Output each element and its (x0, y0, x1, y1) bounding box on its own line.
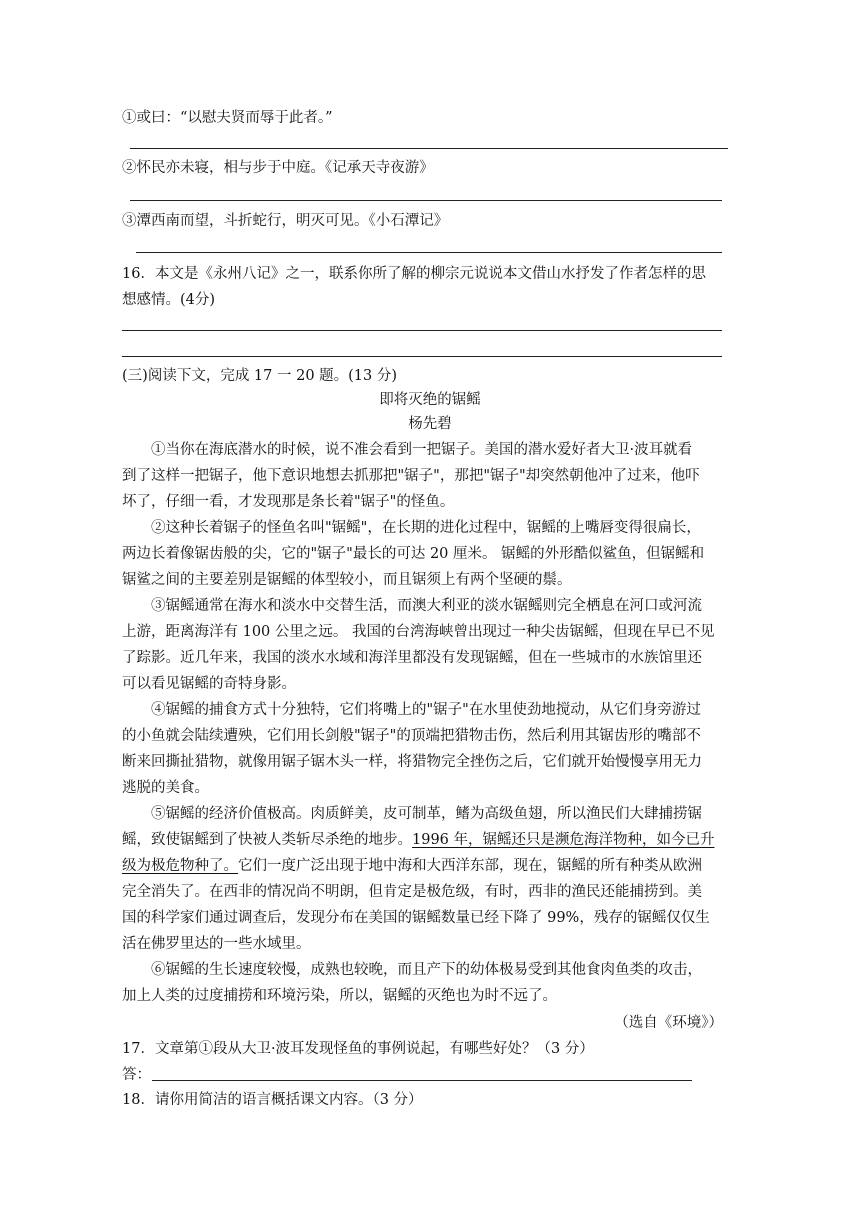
q17-text: 17．文章第①段从大卫·波耳发现怪鱼的事例说起，有哪些好处？（3 分） (122, 1041, 594, 1057)
paragraph-5-line: 完全消失了。在西非的情况尚不明朗，但肯定是极危级，有时，西非的渔民还能捕捞到。美 (122, 884, 702, 900)
paragraph-5-text: 鳐，致使锯鳐到了快被人类斩尽杀绝的地步。 (122, 832, 412, 848)
paragraph-3-line: 了踪影。近几年来，我国的淡水水域和海洋里都没有发现锯鳐，但在一些城市的水族馆里还 (122, 650, 702, 666)
paragraph-4-line: 的小鱼就会陆续遭殃，它们用长剑般"锯子"的顶端把猎物击伤，然后利用其锯齿形的嘴部不 (122, 728, 701, 744)
paragraph-4-line: ④锯鳐的捕食方式十分独特，它们将嘴上的"锯子"在水里使劲地搅动，从它们身旁游过 (151, 702, 701, 718)
paragraph-1-line: 坏了，仔细一看，才发现那是条长着"锯子"的怪鱼。 (122, 494, 455, 510)
paragraph-6-line: 加上人类的过度捕捞和环境污染，所以，锯鳐的灭绝也为时不远了。 (122, 988, 557, 1004)
answer-line (152, 1080, 692, 1081)
q15-item-3: ③潭西南而望，斗折蛇行，明灭可见。《小石潭记》 (122, 213, 449, 229)
answer-line (122, 330, 722, 331)
paragraph-5-text: 它们一度广泛出现于地中海和大西洋东部，现在，锯鳐的所有种类从欧洲 (238, 858, 702, 874)
q15-item-1: ①或曰：“以慰夫贤而辱于此者。” (122, 110, 333, 126)
paragraph-5-line (122, 856, 702, 876)
paragraph-5-line (122, 830, 715, 850)
q15-item-2: ②怀民亦未寝，相与步于中庭。《记承天寺夜游》 (122, 160, 434, 176)
paragraph-6-line: ⑥锯鳐的生长速度较慢，成熟也较晚，而且产下的幼体极易受到其他食肉鱼类的攻击， (151, 962, 702, 978)
paragraph-2-line: ②这种长着锯子的怪鱼名叫"锯鳐"，在长期的进化过程中，锯鳐的上嘴唇变得很扁长， (151, 520, 701, 536)
answer-line (136, 252, 722, 253)
section-heading: (三)阅读下文，完成 17 一 20 题。(13 分) (122, 368, 398, 384)
paragraph-2-line: 锯鲨之间的主要差别是锯鳐的体型较小，而且锯须上有两个坚硬的鬃。 (122, 572, 572, 588)
paragraph-4-line: 逃脱的美食。 (122, 780, 209, 796)
q18-text: 18．请你用简洁的语言概括课文内容。（3 分） (122, 1092, 423, 1108)
paragraph-3-line: ③锯鳐通常在海水和淡水中交替生活，而澳大利亚的淡水锯鳐则完全栖息在河口或河流 (151, 598, 702, 614)
paragraph-4-line: 断来回撕扯猎物，就像用锯子锯木头一样，将猎物完全挫伤之后，它们就开始慢慢享用无力 (122, 754, 702, 770)
paragraph-2-line: 两边长着像锯齿般的尖，它的"锯子"最长的可达 20 厘米。 锯鳐的外形酷似鲨鱼，但锯鳐和 (122, 546, 705, 562)
paragraph-3-line: 上游，距离海洋有 100 公里之远。 我国的台湾海峡曾出现过一种尖齿锯鳐，但现在早已不见 (122, 624, 715, 640)
underlined-sentence: 1996 年，锯鳐还只是濒危海洋物种，如今已升 (412, 832, 715, 848)
q17-answer-label: 答： (122, 1067, 151, 1083)
paragraph-5-line: ⑤锯鳐的经济价值极高。肉质鲜美，皮可制革，鳍为高级鱼翅，所以渔民们大肆捕捞锯 (151, 806, 702, 822)
paragraph-5-line: 国的科学家们通过调查后，发现分布在美国的锯鳐数量已经下降了 99%，残存的锯鳐仅仅生 (122, 910, 710, 926)
paragraph-1-line: 到了这样一把锯子，他下意识地想去抓那把"锯子"，那把"锯子"却突然朝他冲了过来，他吓 (122, 468, 700, 484)
answer-line (130, 200, 722, 201)
paragraph-1-line: ①当你在海底潜水的时候，说不准会看到一把锯子。美国的潜水爱好者大卫·波耳就看 (151, 442, 693, 458)
q16-line-1: 16．本文是《永州八记》之一，联系你所了解的柳宗元说说本文借山水抒发了作者怎样的思 (122, 266, 706, 282)
underlined-sentence: 级为极危物种了。 (122, 858, 238, 874)
article-source: （选自《环境》） (614, 1015, 723, 1031)
q16-line-2: 想感情。(4分) (122, 292, 216, 308)
answer-line (122, 356, 722, 357)
answer-line (130, 148, 728, 149)
paragraph-3-line: 可以看见锯鳐的奇特身影。 (122, 676, 296, 692)
paragraph-5-line: 活在佛罗里达的一些水域里。 (122, 936, 311, 952)
article-author: 杨先碧 (408, 416, 452, 432)
article-title: 即将灭绝的锯鳐 (379, 392, 481, 408)
